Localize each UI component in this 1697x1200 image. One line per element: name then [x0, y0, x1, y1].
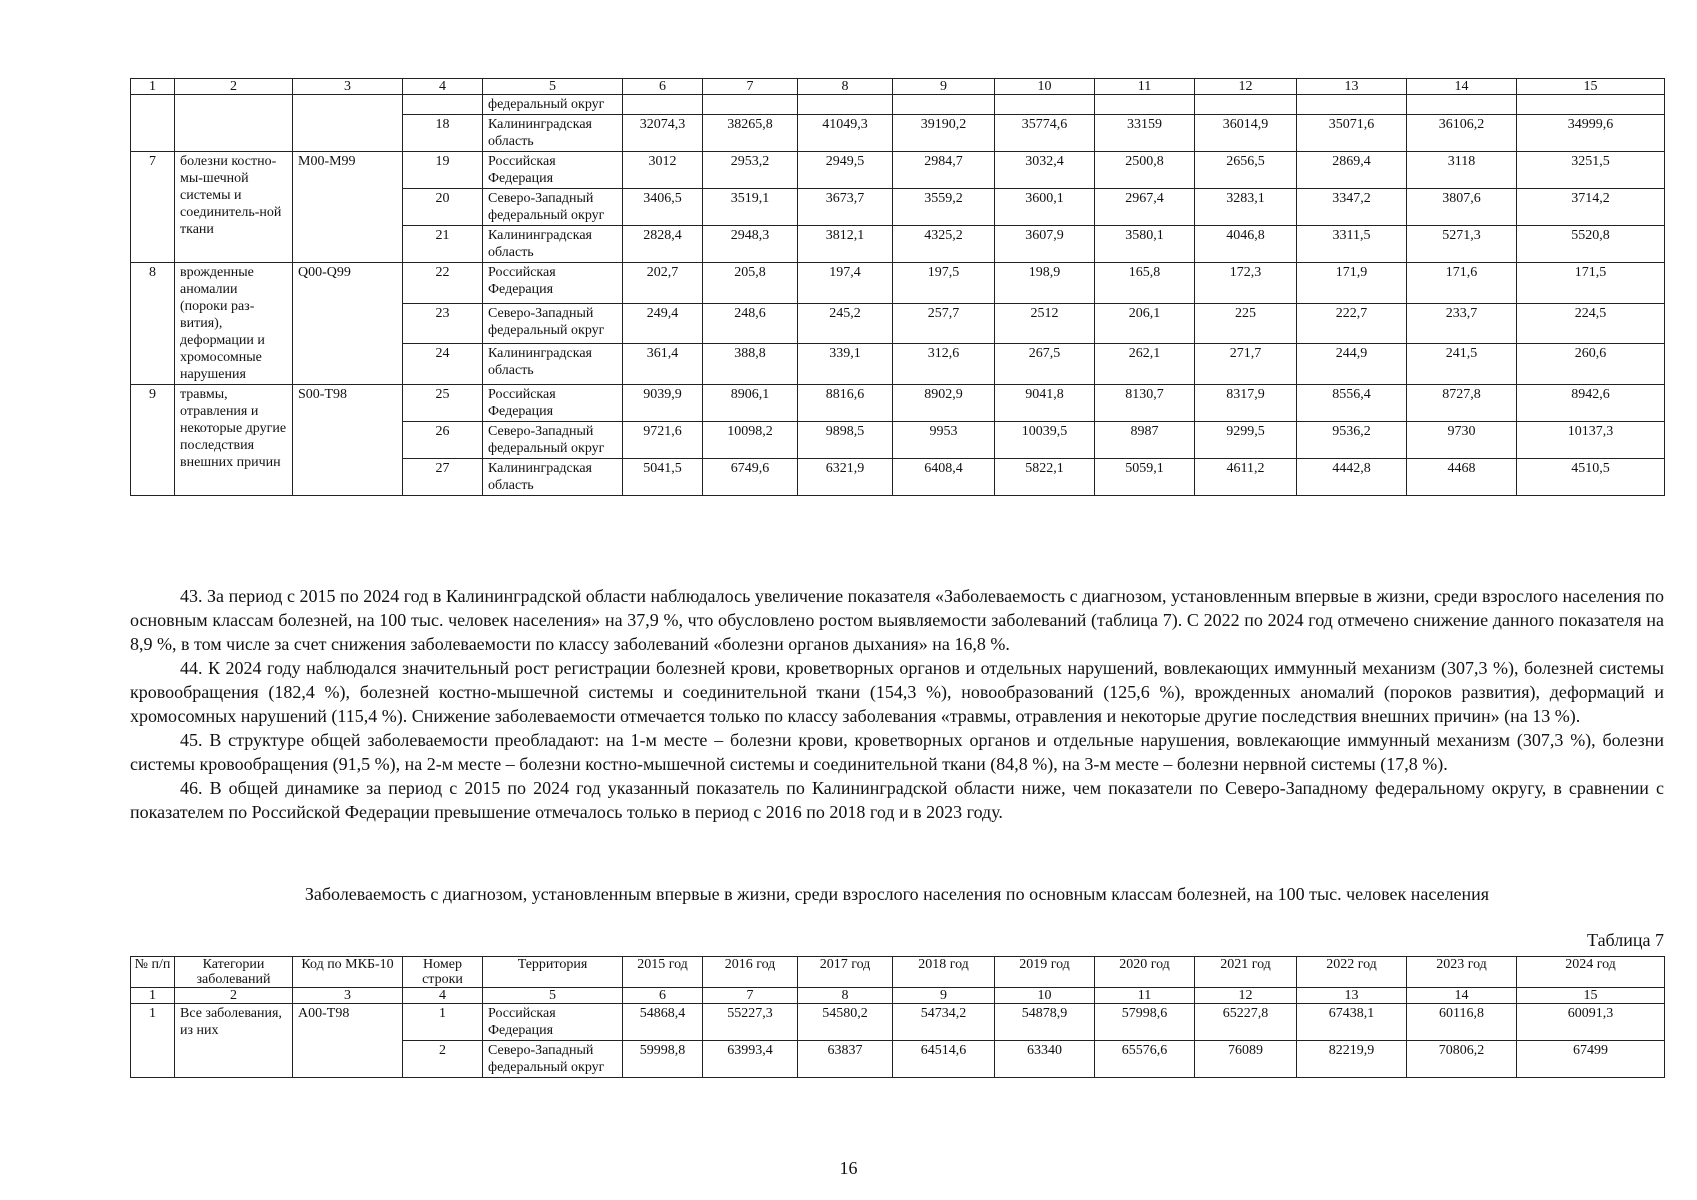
- code-cell: A00-T98: [293, 1004, 403, 1078]
- group-number-cell: 9: [131, 385, 175, 496]
- value-cell: 245,2: [798, 303, 893, 344]
- value-cell: 8317,9: [1195, 385, 1297, 422]
- value-cell: 257,7: [893, 303, 995, 344]
- column-number: 8: [798, 988, 893, 1004]
- territory-cell: Калининградская область: [483, 459, 623, 496]
- value-cell: 33159: [1095, 115, 1195, 152]
- value-cell: 36106,2: [1407, 115, 1517, 152]
- value-cell: 171,9: [1297, 263, 1407, 304]
- value-cell: 82219,9: [1297, 1041, 1407, 1078]
- column-number-row: [131, 988, 1665, 1004]
- value-cell: 64514,6: [893, 1041, 995, 1078]
- row-number: 1: [403, 1004, 483, 1041]
- column-number: 3: [293, 79, 403, 95]
- value-cell: 3032,4: [995, 152, 1095, 189]
- value-cell: 4325,2: [893, 226, 995, 263]
- column-number: 11: [1095, 79, 1195, 95]
- column-number: 12: [1195, 79, 1297, 95]
- code-cell: [293, 95, 403, 152]
- value-cell: 197,4: [798, 263, 893, 304]
- value-cell: 65576,6: [1095, 1041, 1195, 1078]
- value-cell: 8816,6: [798, 385, 893, 422]
- territory-cell: Российская Федерация: [483, 1004, 623, 1041]
- table-row: [131, 385, 1665, 422]
- value-cell: 8902,9: [893, 385, 995, 422]
- value-cell: 5271,3: [1407, 226, 1517, 263]
- column-number: 2: [175, 79, 293, 95]
- value-cell: 8130,7: [1095, 385, 1195, 422]
- column-number: 4: [403, 988, 483, 1004]
- value-cell: 8987: [1095, 422, 1195, 459]
- table-row: [131, 95, 1665, 115]
- value-cell: [995, 95, 1095, 115]
- column-header: 2018 год: [893, 957, 995, 988]
- value-cell: 10039,5: [995, 422, 1095, 459]
- column-number: 2: [175, 988, 293, 1004]
- value-cell: [1297, 95, 1407, 115]
- table-label: Таблица 7: [1587, 930, 1664, 950]
- value-cell: 6749,6: [703, 459, 798, 496]
- value-cell: 361,4: [623, 344, 703, 385]
- column-number: 10: [995, 79, 1095, 95]
- territory-cell: Российская Федерация: [483, 263, 623, 304]
- value-cell: 165,8: [1095, 263, 1195, 304]
- value-cell: [1407, 95, 1517, 115]
- value-cell: 76089: [1195, 1041, 1297, 1078]
- column-number: 1: [131, 79, 175, 95]
- value-cell: 55227,3: [703, 1004, 798, 1041]
- value-cell: 67499: [1517, 1041, 1665, 1078]
- value-cell: [1095, 95, 1195, 115]
- column-number: 8: [798, 79, 893, 95]
- row-number: 19: [403, 152, 483, 189]
- territory-cell: Калининградская область: [483, 226, 623, 263]
- value-cell: 202,7: [623, 263, 703, 304]
- row-number: 25: [403, 385, 483, 422]
- column-number: 5: [483, 988, 623, 1004]
- value-cell: 63837: [798, 1041, 893, 1078]
- territory-cell: Калининградская область: [483, 115, 623, 152]
- value-cell: 249,4: [623, 303, 703, 344]
- code-cell: Q00-Q99: [293, 263, 403, 385]
- value-cell: 267,5: [995, 344, 1095, 385]
- column-number: 6: [623, 79, 703, 95]
- page-number: 16: [839, 1158, 858, 1178]
- column-number-row: [131, 79, 1665, 95]
- value-cell: 10098,2: [703, 422, 798, 459]
- value-cell: 2949,5: [798, 152, 893, 189]
- row-number: [403, 95, 483, 115]
- column-header: 2020 год: [1095, 957, 1195, 988]
- row-number: 23: [403, 303, 483, 344]
- value-cell: 63340: [995, 1041, 1095, 1078]
- value-cell: 4611,2: [1195, 459, 1297, 496]
- value-cell: 2967,4: [1095, 189, 1195, 226]
- value-cell: 5520,8: [1517, 226, 1665, 263]
- value-cell: 3118: [1407, 152, 1517, 189]
- value-cell: 2512: [995, 303, 1095, 344]
- value-cell: 3812,1: [798, 226, 893, 263]
- value-cell: [798, 95, 893, 115]
- value-cell: 172,3: [1195, 263, 1297, 304]
- value-cell: 225: [1195, 303, 1297, 344]
- value-cell: 262,1: [1095, 344, 1195, 385]
- column-number: 3: [293, 988, 403, 1004]
- value-cell: 224,5: [1517, 303, 1665, 344]
- value-cell: 9898,5: [798, 422, 893, 459]
- column-number: 15: [1517, 988, 1665, 1004]
- code-cell: S00-T98: [293, 385, 403, 496]
- value-cell: 271,7: [1195, 344, 1297, 385]
- value-cell: 8727,8: [1407, 385, 1517, 422]
- category-cell: болезни костно-мы-шечной системы и соединитель-ной ткани: [175, 152, 293, 263]
- paragraph-45: 45. В структуре общей заболеваемости преобладают: на 1-м месте – болезни крови, кроветворных органов и отдельные нарушения, вовлекающие иммунный механизм (307,3 %), болезни системы кровообращения (91,5 %), на 2-м месте – болезни костно-мышечной системы и соединительной ткани (84,8 %), на 3-м месте – болезни нервной системы (17,8 %).: [130, 730, 1664, 774]
- value-cell: 171,6: [1407, 263, 1517, 304]
- value-cell: 60116,8: [1407, 1004, 1517, 1041]
- header-row: [131, 957, 1665, 988]
- column-number: 9: [893, 988, 995, 1004]
- value-cell: 244,9: [1297, 344, 1407, 385]
- value-cell: 60091,3: [1517, 1004, 1665, 1041]
- value-cell: 3580,1: [1095, 226, 1195, 263]
- value-cell: 8942,6: [1517, 385, 1665, 422]
- territory-cell: Северо-Западный федеральный округ: [483, 303, 623, 344]
- value-cell: 2656,5: [1195, 152, 1297, 189]
- value-cell: 171,5: [1517, 263, 1665, 304]
- value-cell: 312,6: [893, 344, 995, 385]
- table-row: [131, 152, 1665, 189]
- value-cell: [893, 95, 995, 115]
- value-cell: 205,8: [703, 263, 798, 304]
- value-cell: 3607,9: [995, 226, 1095, 263]
- table-row: [131, 263, 1665, 304]
- value-cell: 2869,4: [1297, 152, 1407, 189]
- row-number: 20: [403, 189, 483, 226]
- value-cell: 36014,9: [1195, 115, 1297, 152]
- value-cell: 70806,2: [1407, 1041, 1517, 1078]
- column-number: 14: [1407, 988, 1517, 1004]
- value-cell: 233,7: [1407, 303, 1517, 344]
- value-cell: 3600,1: [995, 189, 1095, 226]
- row-number: 26: [403, 422, 483, 459]
- value-cell: [703, 95, 798, 115]
- table-row: [131, 1004, 1665, 1041]
- value-cell: 54734,2: [893, 1004, 995, 1041]
- row-number: 22: [403, 263, 483, 304]
- category-cell: Все заболевания, из них: [175, 1004, 293, 1078]
- value-cell: 2948,3: [703, 226, 798, 263]
- value-cell: 8556,4: [1297, 385, 1407, 422]
- value-cell: 54878,9: [995, 1004, 1095, 1041]
- group-number-cell: 1: [131, 1004, 175, 1078]
- value-cell: 5041,5: [623, 459, 703, 496]
- category-cell: травмы, отравления и некоторые другие последствия внешних причин: [175, 385, 293, 496]
- value-cell: 65227,8: [1195, 1004, 1297, 1041]
- territory-cell: Российская Федерация: [483, 152, 623, 189]
- column-number: 13: [1297, 988, 1407, 1004]
- row-number: 18: [403, 115, 483, 152]
- value-cell: 197,5: [893, 263, 995, 304]
- value-cell: [1517, 95, 1665, 115]
- column-number: 6: [623, 988, 703, 1004]
- value-cell: 35774,6: [995, 115, 1095, 152]
- paragraph-43: 43. За период с 2015 по 2024 год в Калининградской области наблюдалось увеличение показателя «Заболеваемость с диагнозом, установленным впервые в жизни, среди взрослого населения по основным классам болезней, на 100 тыс. человек населения» на 37,9 %, что обусловлено ростом выявляемости заболеваний (таблица 7). С 2022 по 2024 год отмечено снижение данного показателя на 8,9 %, в том числе за счет снижения заболеваемости по классу заболеваний «болезни органов дыхания» на 16,8 %.: [130, 586, 1664, 654]
- column-number: 1: [131, 988, 175, 1004]
- value-cell: 34999,6: [1517, 115, 1665, 152]
- value-cell: 248,6: [703, 303, 798, 344]
- value-cell: 9730: [1407, 422, 1517, 459]
- column-number: 9: [893, 79, 995, 95]
- value-cell: 198,9: [995, 263, 1095, 304]
- value-cell: 9299,5: [1195, 422, 1297, 459]
- value-cell: 6408,4: [893, 459, 995, 496]
- value-cell: 5822,1: [995, 459, 1095, 496]
- paragraph-46: 46. В общей динамике за период с 2015 по 2024 год указанный показатель по Калининградской области ниже, чем показатели по Северо-Западному федеральному округу, в сравнении с показателем по Российской Федерации превышение отмечалось только в период с 2016 по 2018 год и в 2023 году.: [130, 778, 1664, 822]
- value-cell: 2500,8: [1095, 152, 1195, 189]
- column-number: 13: [1297, 79, 1407, 95]
- group-number-cell: 8: [131, 263, 175, 385]
- value-cell: 3673,7: [798, 189, 893, 226]
- row-number: 24: [403, 344, 483, 385]
- disease-table-continuation: [130, 78, 1665, 496]
- column-number: 10: [995, 988, 1095, 1004]
- body-text: [130, 584, 1664, 824]
- value-cell: 41049,3: [798, 115, 893, 152]
- column-number: 11: [1095, 988, 1195, 1004]
- column-header: 2019 год: [995, 957, 1095, 988]
- value-cell: 39190,2: [893, 115, 995, 152]
- value-cell: 10137,3: [1517, 422, 1665, 459]
- group-number-cell: [131, 95, 175, 152]
- territory-cell: федеральный округ: [483, 95, 623, 115]
- column-header: Код по МКБ-10: [293, 957, 403, 988]
- value-cell: 67438,1: [1297, 1004, 1407, 1041]
- column-number: 12: [1195, 988, 1297, 1004]
- value-cell: 9536,2: [1297, 422, 1407, 459]
- value-cell: 3012: [623, 152, 703, 189]
- column-header: Территория: [483, 957, 623, 988]
- value-cell: 2953,2: [703, 152, 798, 189]
- value-cell: 4046,8: [1195, 226, 1297, 263]
- column-header: 2021 год: [1195, 957, 1297, 988]
- value-cell: 54580,2: [798, 1004, 893, 1041]
- value-cell: 35071,6: [1297, 115, 1407, 152]
- value-cell: 4468: [1407, 459, 1517, 496]
- value-cell: 260,6: [1517, 344, 1665, 385]
- value-cell: 9039,9: [623, 385, 703, 422]
- value-cell: 3807,6: [1407, 189, 1517, 226]
- value-cell: 8906,1: [703, 385, 798, 422]
- value-cell: 3311,5: [1297, 226, 1407, 263]
- column-number: 5: [483, 79, 623, 95]
- value-cell: 38265,8: [703, 115, 798, 152]
- row-number: 21: [403, 226, 483, 263]
- value-cell: 57998,6: [1095, 1004, 1195, 1041]
- territory-cell: Северо-Западный федеральный округ: [483, 1041, 623, 1078]
- value-cell: 222,7: [1297, 303, 1407, 344]
- value-cell: 4510,5: [1517, 459, 1665, 496]
- territory-cell: Северо-Западный федеральный округ: [483, 422, 623, 459]
- column-header: № п/п: [131, 957, 175, 988]
- value-cell: 9953: [893, 422, 995, 459]
- territory-cell: Северо-Западный федеральный округ: [483, 189, 623, 226]
- value-cell: 206,1: [1095, 303, 1195, 344]
- column-header: Номер строки: [403, 957, 483, 988]
- column-header: 2016 год: [703, 957, 798, 988]
- value-cell: 3283,1: [1195, 189, 1297, 226]
- code-cell: M00-M99: [293, 152, 403, 263]
- column-header: 2023 год: [1407, 957, 1517, 988]
- value-cell: 2828,4: [623, 226, 703, 263]
- value-cell: 3519,1: [703, 189, 798, 226]
- value-cell: 3347,2: [1297, 189, 1407, 226]
- category-cell: [175, 95, 293, 152]
- paragraph-44: 44. К 2024 году наблюдался значительный рост регистрации болезней крови, кроветворных органов и отдельных нарушений, вовлекающих иммунный механизм (307,3 %), болезней системы кровообращения (182,4 %), болезней костно-мышечной системы и соединительной ткани (154,3 %), новообразований (125,6 %), врожденных аномалий (пороков развития), деформаций и хромосомных нарушений (115,4 %). Снижение заболеваемости отмечается только по классу заболевания «травмы, отравления и некоторые другие последствия внешних причин» (на 13 %).: [130, 658, 1664, 726]
- column-header: Категории заболеваний: [175, 957, 293, 988]
- value-cell: 3251,5: [1517, 152, 1665, 189]
- value-cell: 4442,8: [1297, 459, 1407, 496]
- column-number: 4: [403, 79, 483, 95]
- category-cell: врожденные аномалии (пороки раз-вития), деформации и хромосомные нарушения: [175, 263, 293, 385]
- value-cell: 6321,9: [798, 459, 893, 496]
- column-number: 7: [703, 79, 798, 95]
- column-number: 15: [1517, 79, 1665, 95]
- value-cell: 59998,8: [623, 1041, 703, 1078]
- disease-table-7: [130, 956, 1665, 1078]
- territory-cell: Российская Федерация: [483, 385, 623, 422]
- row-number: 2: [403, 1041, 483, 1078]
- value-cell: [1195, 95, 1297, 115]
- value-cell: [623, 95, 703, 115]
- value-cell: 241,5: [1407, 344, 1517, 385]
- value-cell: 3714,2: [1517, 189, 1665, 226]
- column-header: 2022 год: [1297, 957, 1407, 988]
- column-header: 2015 год: [623, 957, 703, 988]
- territory-cell: Калининградская область: [483, 344, 623, 385]
- column-number: 14: [1407, 79, 1517, 95]
- value-cell: 9041,8: [995, 385, 1095, 422]
- column-header: 2024 год: [1517, 957, 1665, 988]
- value-cell: 63993,4: [703, 1041, 798, 1078]
- value-cell: 388,8: [703, 344, 798, 385]
- value-cell: 3559,2: [893, 189, 995, 226]
- value-cell: 5059,1: [1095, 459, 1195, 496]
- value-cell: 32074,3: [623, 115, 703, 152]
- value-cell: 3406,5: [623, 189, 703, 226]
- column-number: 7: [703, 988, 798, 1004]
- value-cell: 9721,6: [623, 422, 703, 459]
- group-number-cell: 7: [131, 152, 175, 263]
- value-cell: 339,1: [798, 344, 893, 385]
- row-number: 27: [403, 459, 483, 496]
- value-cell: 2984,7: [893, 152, 995, 189]
- column-header: 2017 год: [798, 957, 893, 988]
- value-cell: 54868,4: [623, 1004, 703, 1041]
- table-caption: Заболеваемость с диагнозом, установленным впервые в жизни, среди взрослого населения по основным классам болезней, на 100 тыс. человек населения: [304, 884, 1490, 904]
